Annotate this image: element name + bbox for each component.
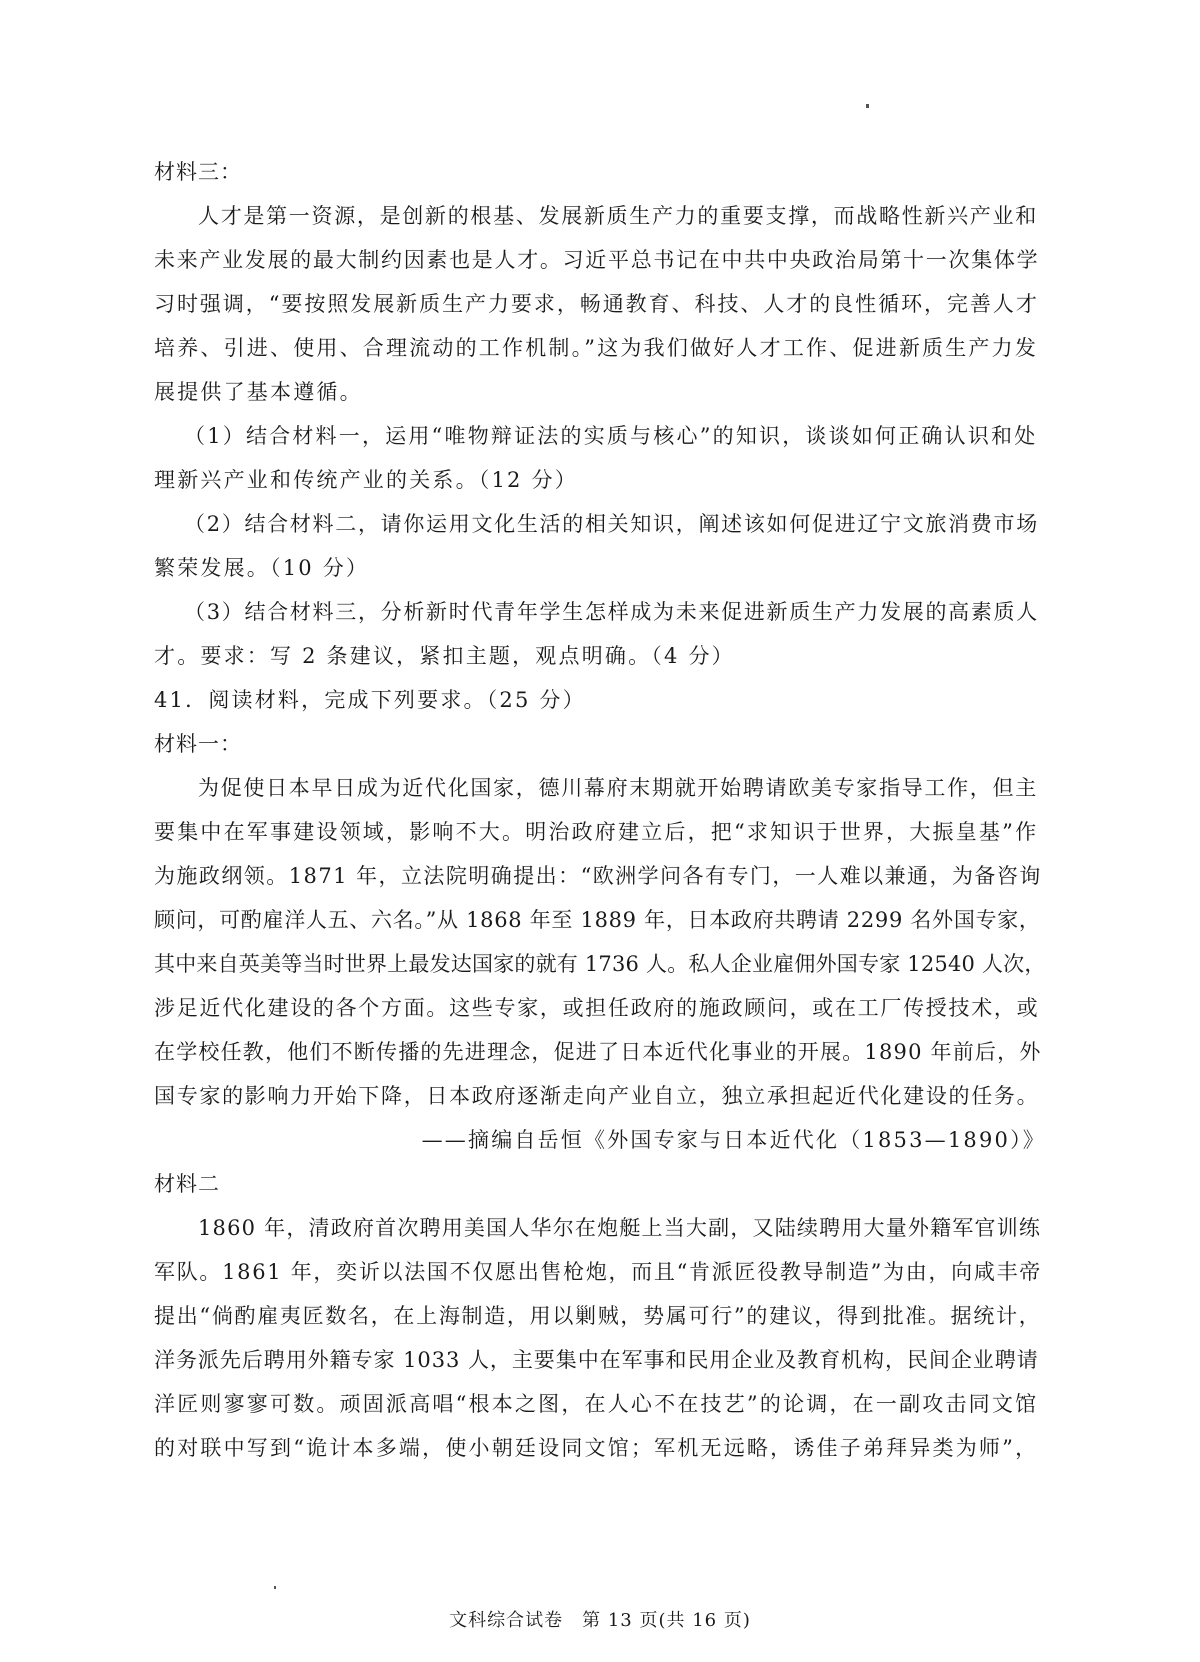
paragraph-line: 培养、引进、使用、合理流动的工作机制。”这为我们做好人才工作、促进新质生产力发 <box>154 336 1039 360</box>
question-2: （2）结合材料二，请你运用文化生活的相关知识，阐述该如何促进辽宁文旅消费市场 <box>184 512 1039 536</box>
paragraph-line: 人才是第一资源，是创新的根基、发展新质生产力的重要支撑，而战略性新兴产业和 <box>198 204 1038 228</box>
paragraph-line: 未来产业发展的最大制约因素也是人才。习近平总书记在中共中央政治局第十一次集体学 <box>154 248 1040 272</box>
paragraph-line: 为促使日本早日成为近代化国家，德川幕府末期就开始聘请欧美专家指导工作，但主 <box>198 776 1038 800</box>
paragraph-line: 国专家的影响力开始下降，日本政府逐渐走向产业自立，独立承担起近代化建设的任务。 <box>154 1084 1040 1108</box>
page-footer: 文科综合试卷 第 13 页(共 16 页) <box>449 1610 751 1631</box>
question-1-cont: 理新兴产业和传统产业的关系。（12 分） <box>154 468 578 492</box>
paragraph-line: 顾问，可酌雇洋人五、六名。”从 1868 年至 1889 年，日本政府共聘请 2299 名外国专家， <box>154 908 1041 932</box>
material3-heading: 材料三： <box>154 160 242 184</box>
paragraph-line: 洋务派先后聘用外籍专家 1033 人，主要集中在军事和民用企业及教育机构，民间企业聘请 <box>154 1348 1039 1372</box>
paragraph-line: 要集中在军事建设领域，影响不大。明治政府建立后，把“求知识于世界，大振皇基”作 <box>154 820 1039 844</box>
question-3-cont: 才。要求：写 2 条建议，紧扣主题，观点明确。（4 分） <box>154 644 735 668</box>
material2-heading: 材料二 <box>154 1172 220 1196</box>
paragraph-line: 展提供了基本遵循。 <box>154 380 363 404</box>
paragraph-line: 1860 年，清政府首次聘用美国人华尔在炮艇上当大副，又陆续聘用大量外籍军官训练 <box>198 1216 1042 1240</box>
paragraph-line: 军队。1861 年，奕䜣以法国不仅愿出售枪炮，而且“肯派匠役教导制造”为由，向咸丰帝 <box>154 1260 1042 1284</box>
scan-mark <box>274 1586 276 1589</box>
paragraph-line: 其中来自英美等当时世界上最发达国家的就有 1736 人。私人企业雇佣外国专家 12540 人次， <box>154 952 1046 976</box>
scan-mark <box>866 104 869 108</box>
paragraph-line: 涉足近代化建设的各个方面。这些专家，或担任政府的施政顾问，或在工厂传授技术，或 <box>154 996 1040 1020</box>
paragraph-line: 洋匠则寥寥可数。顽固派高唱“根本之图，在人心不在技艺”的论调，在一副攻击同文馆 <box>154 1392 1039 1416</box>
question-3: （3）结合材料三，分析新时代青年学生怎样成为未来促进新质生产力发展的高素质人 <box>184 600 1039 624</box>
question-41: 41．阅读材料，完成下列要求。（25 分） <box>154 688 586 712</box>
question-1: （1）结合材料一，运用“唯物辩证法的实质与核心”的知识，谈谈如何正确认识和处 <box>184 424 1038 448</box>
paragraph-line: 习时强调，“要按照发展新质生产力要求，畅通教育、科技、人才的良性循环，完善人才 <box>154 292 1039 316</box>
paragraph-line: 的对联中写到“诡计本多端，使小朝廷设同文馆；军机无远略，诱佳子弟拜异类为师”， <box>154 1436 1039 1460</box>
paragraph-line: 在学校任教，他们不断传播的先进理念，促进了日本近代化事业的开展。1890 年前后，外 <box>154 1040 1042 1064</box>
material1-source: ——摘编自岳恒《外国专家与日本近代化（1853—1890）》 <box>421 1128 1046 1152</box>
question-2-cont: 繁荣发展。（10 分） <box>154 556 370 580</box>
page-content <box>154 150 1046 1470</box>
paragraph-line: 提出“倘酌雇夷匠数名，在上海制造，用以剿贼，势属可行”的建议，得到批准。据统计， <box>154 1304 1042 1328</box>
paragraph-line: 为施政纲领。1871 年，立法院明确提出：“欧洲学问各有专门，一人难以兼通，为备咨询 <box>154 864 1042 888</box>
material1-heading: 材料一： <box>154 732 242 756</box>
